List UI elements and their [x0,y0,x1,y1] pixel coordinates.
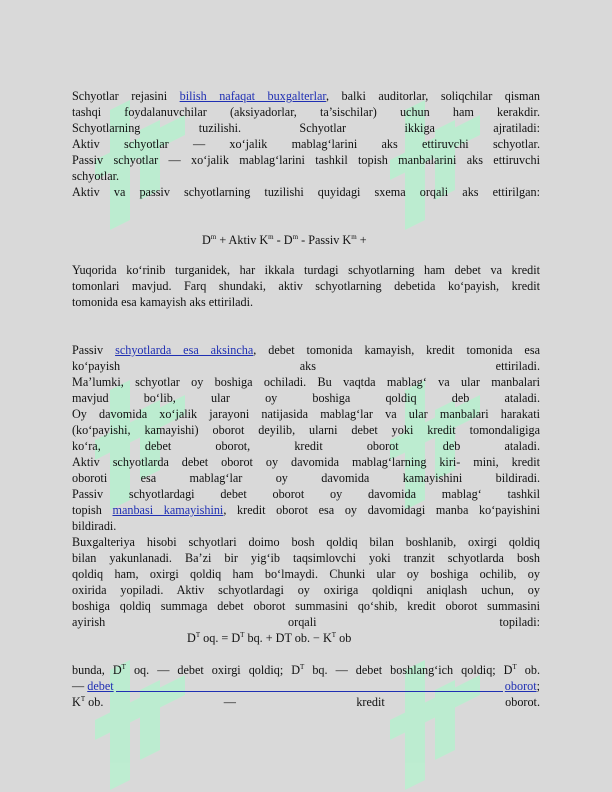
text-line: qoldiq ham, oxirgi qoldiq ham bo‘lmaydi. Chunki ular oy boshiga ochilib, oy [72,567,540,581]
link-debet[interactable]: debet [87,679,114,693]
definition-line: — debet oborot; [72,679,540,693]
text-line: boshiga qoldiq summaga debet oborot summasini qo‘shib, kredit oborot summasini [72,599,540,613]
text-line: Ma’lumki, schyotlar oy boshiga ochiladi. Bu vaqtda mablag‘ va ular manbalari [72,375,540,389]
text-line: tashqi foydalanuvchilar (aksiyadorlar, ta’sischilar) uchun ham kerakdir. [72,105,540,119]
definition-line: bunda, $D^T$ oq. — debet oxirgi qoldiq; $D^T$ bq. — debet boshlang‘ich qoldiq; $D^T$ ob. [72,662,541,677]
text-line: tomonlari mavjud. Farq shundaki, aktiv schyotlarning debetida ko‘payish, kredit [72,279,540,293]
text-line: Passiv schyotlar — xo‘jalik mablag‘larini tashkil topish manbalarini aks ettiruvchi [72,153,540,167]
formula-balance: $D^T$ oq. = $D^T$ bq. + DT ob. − $K^T$ ob [187,630,352,645]
text-line: Buxgalteriya hisobi schyotlari doimo bosh qoldiq bilan boshlanib, oxirgi qoldiq [72,535,540,549]
link-bilish-nafaqat[interactable]: bilish nafaqat buxgalterlar [179,89,326,103]
text-line: oboroti esa mablag‘lar oy davomida kamayishini bildiradi. [72,471,540,485]
text-line: Oy davomida xo‘jalik jarayoni natijasida mablag‘lar va ular manbalari harakati [72,407,540,421]
text-line: bildiradi. [72,519,117,533]
text-line: Aktiv schyotlar — xo‘jalik mablag‘larini aks ettiruvchi schyotlar. [72,137,540,151]
text-line: Schyotlarning tuzilishi. Schyotlar ikkiga ajratiladi: [72,121,540,135]
text-line: Passiv schyotlardagi debet oborot oy davomida mablag‘ tashkil [72,487,540,501]
text-line: Schyotlar rejasini bilish nafaqat buxgalterlar, balki auditorlar, soliqchilar qisman [72,89,540,103]
text-line: (ko‘payishi, kamayishi) oborot deyilib, ularni debet yoki kredit tomondaligiga [72,423,540,437]
text-line: topish manbasi kamayishini, kredit oborot esa oy davomidagi manba ko‘payishini [72,503,540,517]
definition-line: $K^T$ ob. — kredit oborot. [72,694,540,709]
text-line: ayirish orqali topiladi: [72,615,540,629]
text-line: schyotlar. [72,169,120,183]
text-line: ko‘ra, debet oborot, kredit oborot deb ataladi. [72,439,540,453]
link-schyotlarda-esa[interactable]: schyotlarda esa aksincha [115,343,254,357]
link-underline-span [116,679,503,692]
link-manbasi-kamayishini[interactable]: manbasi kamayishini [112,503,224,517]
text-line: ko‘payish aks ettiriladi. [72,359,540,373]
text-line: Aktiv schyotlarda debet oborot oy davomida mablag‘larning kiri- mini, kredit [72,455,540,469]
text-line: Yuqorida ko‘rinib turganidek, har ikkala turdagi schyotlarning ham debet va kredit [72,263,540,277]
text-line: Aktiv va passiv schyotlarning tuzilishi quyidagi sxema orqali aks ettirilgan: [72,185,540,199]
text-line: tomonida esa kamayish aks ettiriladi. [72,295,254,309]
text-line: bilan yakunlanadi. Ba’zi bir yig‘ib taqsimlovchi yoki tranzit schyotlarda bosh [72,551,540,565]
text-line: oxirida yopiladi. Aktiv schyotlardagi oy oxiriga qoldiqni aniqlash uchun, oy [72,583,540,597]
text-line: mavjud bo‘lib, ular oy boshiga qoldiq deb ataladi. [72,391,540,405]
text-line: Passiv schyotlarda esa aksincha, debet tomonida kamayish, kredit tomonida esa [72,343,540,357]
link-oborot[interactable]: oborot [504,679,537,693]
formula-scheme: $D^m$ + Aktiv $K^m - D^m$ - Passiv $K^m$ + [202,232,367,247]
